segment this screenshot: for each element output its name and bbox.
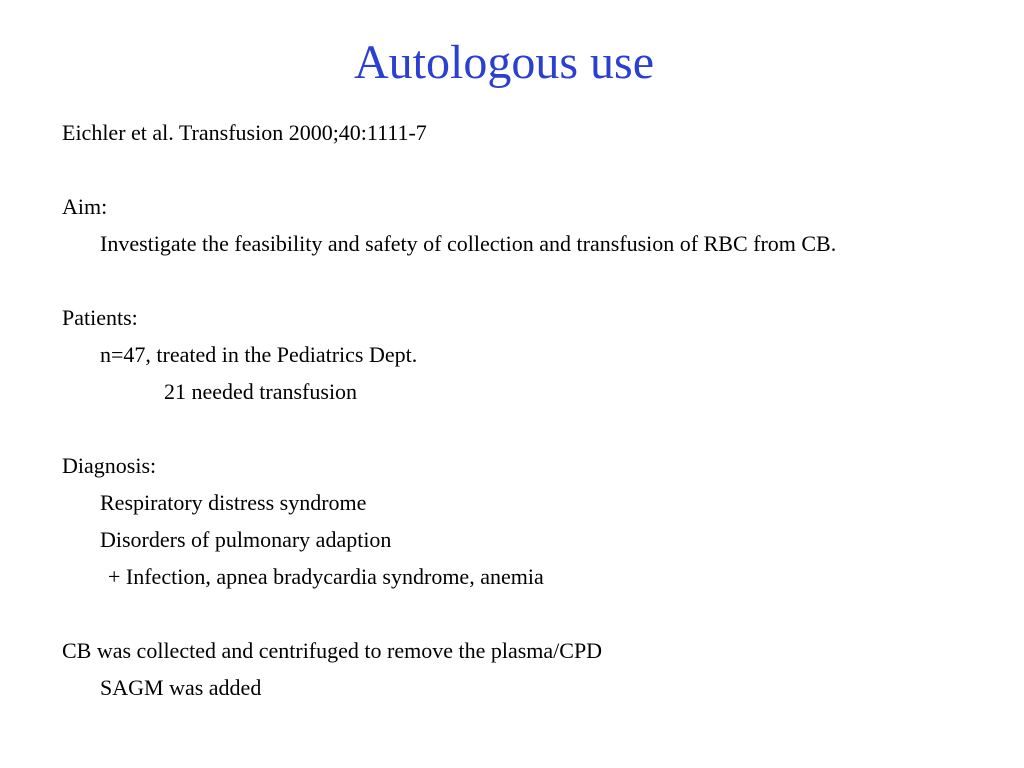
diagnosis-item-2: Disorders of pulmonary adaption (100, 527, 392, 552)
aim-heading: Aim: (62, 194, 108, 219)
patients-count: n=47, treated in the Pediatrics Dept. (100, 342, 418, 367)
collection-additive: SAGM was added (100, 675, 262, 700)
spacer (62, 407, 962, 451)
spacer (62, 148, 962, 192)
reference-citation: Eichler et al. Transfusion 2000;40:1111-7 (62, 120, 427, 145)
patients-transfused: 21 needed transfusion (164, 379, 358, 404)
spacer (62, 592, 962, 636)
slide-content (62, 118, 962, 703)
diagnosis-item-3: + Infection, apnea bradycardia syndrome, anemia (108, 564, 544, 589)
patients-heading: Patients: (62, 305, 138, 330)
diagnosis-heading: Diagnosis: (62, 453, 157, 478)
spacer (62, 259, 962, 303)
aim-text: Investigate the feasibility and safety of collection and transfusion of RBC from CB. (100, 231, 837, 256)
diagnosis-item-1: Respiratory distress syndrome (100, 490, 367, 515)
collection-text: CB was collected and centrifuged to remove the plasma/CPD (62, 638, 603, 663)
slide-title: Autologous use (354, 36, 654, 89)
